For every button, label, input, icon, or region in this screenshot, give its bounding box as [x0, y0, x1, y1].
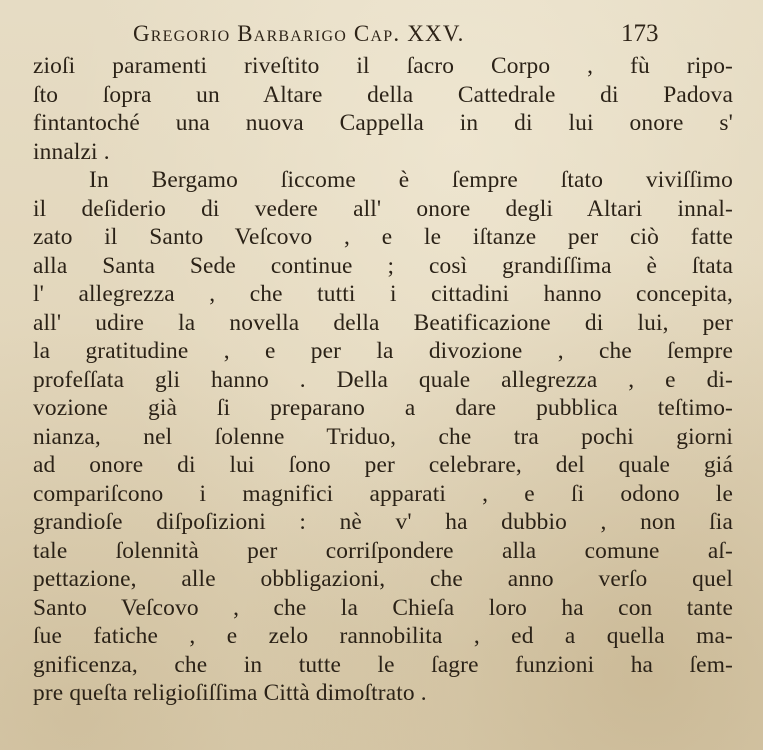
text-line: il deſiderio di vedere all' onore degli Altari innal- — [33, 195, 733, 222]
page-header — [133, 17, 703, 51]
text-line: l' allegrezza , che tutti i cittadini hanno concepita, — [33, 281, 733, 307]
text-line: ad onore di lui ſono per celebrare, del quale giá — [33, 452, 733, 478]
text-line: gnificenza, che in tutte le ſagre funzioni ha ſem- — [33, 651, 733, 678]
body-text — [33, 52, 733, 708]
text-line: pre queſta religioſiſſima Città dimoſtrato . — [33, 680, 427, 706]
text-line: grandioſe diſpoſizioni : nè v' ha dubbio , non ſia — [33, 509, 733, 535]
text-line: profeſſata gli hanno . Della quale allegrezza , e di- — [33, 366, 733, 393]
paragraph — [33, 52, 733, 166]
running-title: Gregorio Barbarigo Cap. XXV. — [133, 21, 465, 46]
text-line: tale ſolennità per corriſpondere alla comune aſ- — [33, 537, 733, 564]
text-line: ſto ſopra un Altare della Cattedrale di Padova — [33, 81, 733, 108]
text-line: pettazione, alle obbligazioni, che anno verſo quel — [33, 566, 733, 592]
text-line: innalzi . — [33, 138, 110, 165]
text-line: zato il Santo Veſcovo , e le iſtanze per ciò fatte — [33, 224, 733, 250]
text-line: nianza, nel ſolenne Triduo, che tra pochi giorni — [33, 423, 733, 450]
text-line: zioſi paramenti riveſtito il ſacro Corpo , fù ripo- — [33, 53, 733, 79]
text-line: Santo Veſcovo , che la Chieſa loro ha con tante — [33, 594, 733, 621]
text-line: In Bergamo ſiccome è ſempre ſtato viviſſimo — [89, 167, 733, 193]
text-line: fintantoché una nuova Cappella in di lui onore s' — [33, 110, 733, 136]
text-line: alla Santa Sede continue ; così grandiſſima è ſtata — [33, 252, 733, 279]
text-line: ſue fatiche , e zelo rannobilita , ed a quella ma- — [33, 623, 733, 649]
text-line: all' udire la novella della Beatificazione di lui, per — [33, 309, 733, 336]
text-line: vozione già ſi preparano a dare pubblica teſtimo- — [33, 395, 733, 421]
text-line: la gratitudine , e per la divozione , che ſempre — [33, 338, 733, 364]
page-number: 173 — [621, 20, 659, 47]
text-line: compariſcono i magnifici apparati , e ſi odono le — [33, 480, 733, 507]
paragraph — [33, 166, 733, 708]
